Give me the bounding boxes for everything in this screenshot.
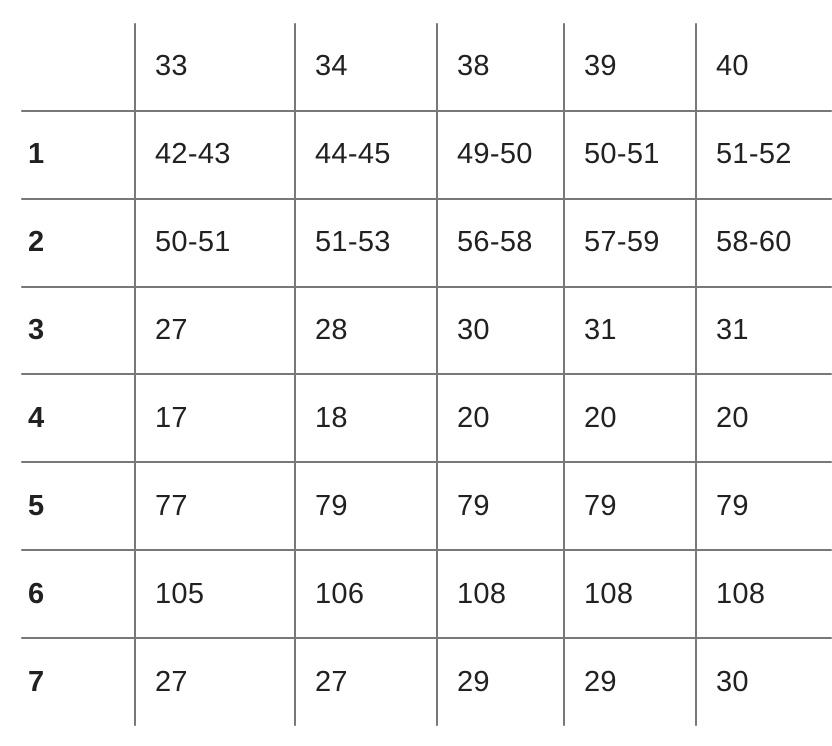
table-cell: 51-53 [315, 226, 391, 259]
table-cell: 79 [457, 489, 490, 522]
table-cell: 42-43 [155, 138, 231, 171]
column-header: 40 [716, 50, 749, 83]
column-header: 39 [584, 50, 617, 83]
table-cell: 17 [155, 401, 188, 434]
table-cell: 79 [584, 489, 617, 522]
column-divider-line [134, 23, 136, 726]
table-cell: 30 [716, 665, 749, 698]
table-cell: 50-51 [155, 226, 231, 259]
table-cell: 27 [155, 665, 188, 698]
column-divider-line [294, 23, 296, 726]
column-header: 33 [155, 50, 188, 83]
row-label: 4 [28, 401, 45, 434]
table-cell: 108 [457, 577, 507, 610]
table-cell: 49-50 [457, 138, 533, 171]
table-cell: 105 [155, 577, 205, 610]
row-divider-line [21, 198, 832, 200]
row-label: 2 [28, 226, 45, 259]
table-cell: 31 [584, 314, 617, 347]
table-cell: 20 [716, 401, 749, 434]
table-cell: 58-60 [716, 226, 792, 259]
column-divider-line [436, 23, 438, 726]
row-label: 3 [28, 314, 45, 347]
table-cell: 30 [457, 314, 490, 347]
table-cell: 57-59 [584, 226, 660, 259]
row-label: 7 [28, 665, 45, 698]
table-cell: 51-52 [716, 138, 792, 171]
row-divider-line [21, 286, 832, 288]
row-label: 5 [28, 489, 45, 522]
row-divider-line [21, 549, 832, 551]
row-divider-line [21, 637, 832, 639]
table-cell: 31 [716, 314, 749, 347]
table-cell: 106 [315, 577, 365, 610]
table-cell: 79 [315, 489, 348, 522]
row-label: 1 [28, 138, 45, 171]
table-cell: 20 [584, 401, 617, 434]
row-divider-line [21, 461, 832, 463]
table-cell: 50-51 [584, 138, 660, 171]
table-cell: 29 [457, 665, 490, 698]
table-cell: 108 [584, 577, 634, 610]
column-header: 38 [457, 50, 490, 83]
table-cell: 27 [315, 665, 348, 698]
table-cell: 29 [584, 665, 617, 698]
table-cell: 28 [315, 314, 348, 347]
table-cell: 44-45 [315, 138, 391, 171]
row-divider-line [21, 110, 832, 112]
table-cell: 79 [716, 489, 749, 522]
table-cell: 27 [155, 314, 188, 347]
row-label: 6 [28, 577, 45, 610]
table-cell: 108 [716, 577, 766, 610]
column-header: 34 [315, 50, 348, 83]
row-divider-line [21, 373, 832, 375]
column-divider-line [563, 23, 565, 726]
table-cell: 18 [315, 401, 348, 434]
table-cell: 20 [457, 401, 490, 434]
column-divider-line [695, 23, 697, 726]
table-cell: 77 [155, 489, 188, 522]
table-cell: 56-58 [457, 226, 533, 259]
corner-cell [0, 23, 135, 111]
